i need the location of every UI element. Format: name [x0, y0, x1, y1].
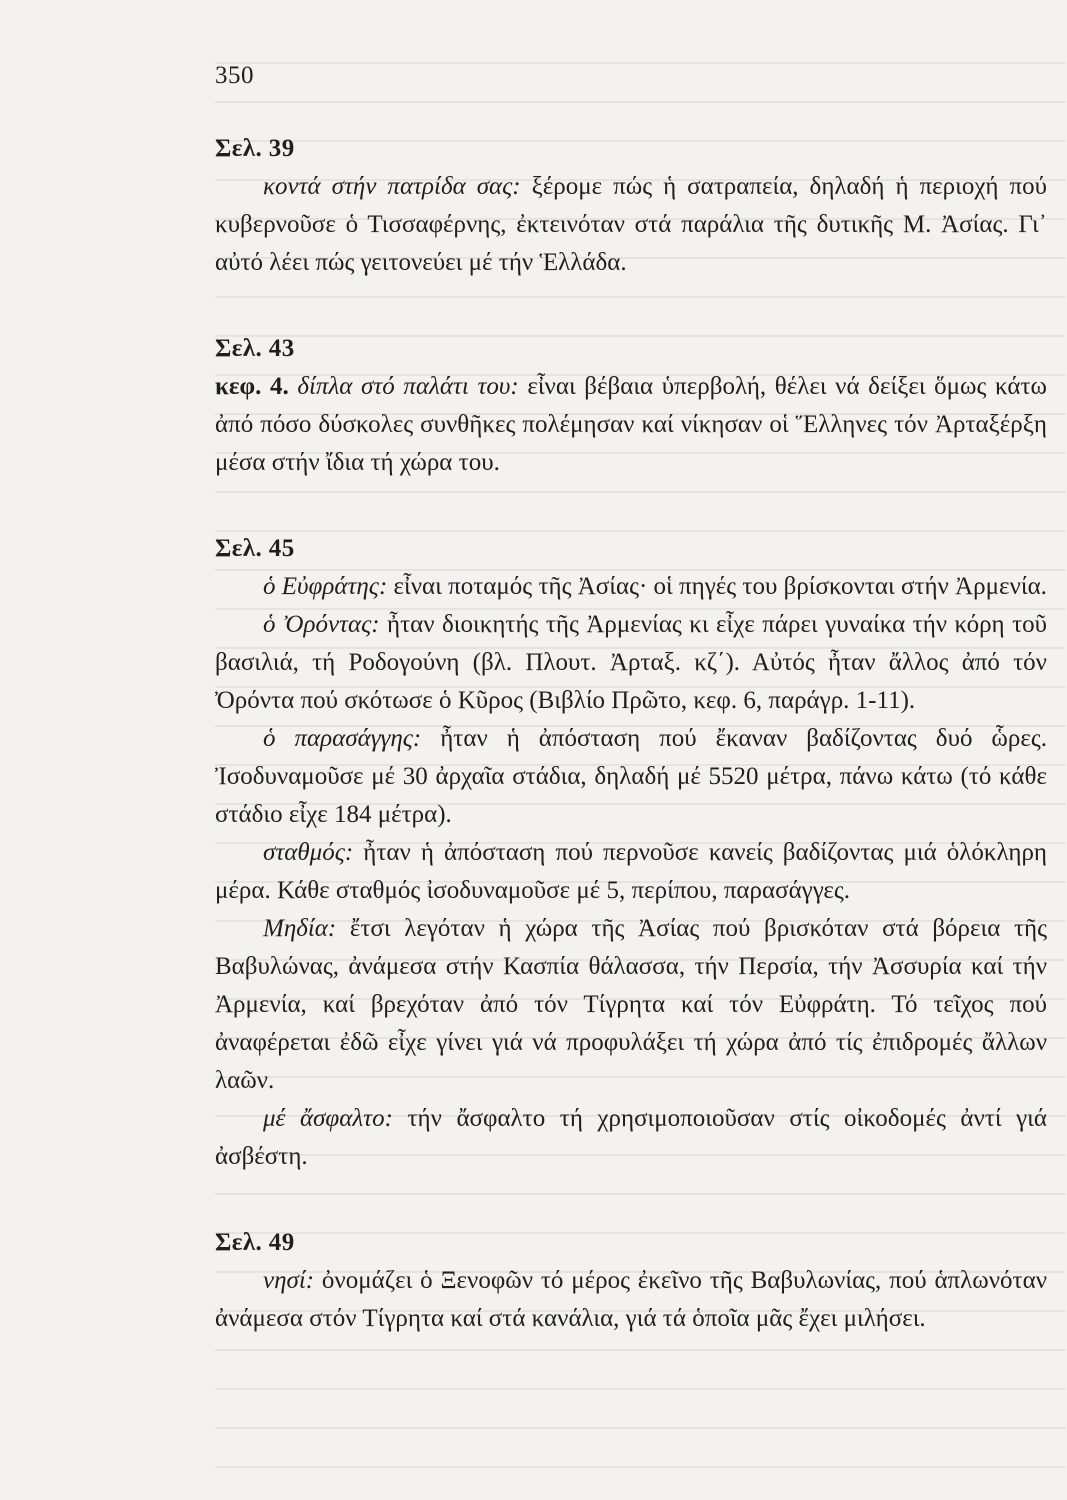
note-text: εἶναι ποταμός τῆς Ἀσίας· οἱ πηγές του βρίσκονται στήν Ἀρμενία.: [387, 573, 1047, 600]
note-text: ἦταν διοικητής τῆς Ἀρμενίας κι εἶχε πάρει γυναίκα τήν κόρη τοῦ βασιλιά, τή Ροδογούνη (βλ. Πλουτ. Ἀρταξ. κζ΄). Αὐτός ἦταν ἄλλος ἀπό τόν Ὀρόντα πού σκότωσε ὁ Κῦρος (Βιβλίο Πρῶτο, κεφ. 6, παράγρ. 1-11).: [215, 611, 1047, 714]
section-heading: Σελ. 49: [215, 1229, 295, 1256]
note-term: ὁ Ὀρόντας:: [263, 611, 380, 638]
note-term: νησί:: [263, 1267, 315, 1294]
section-heading: Σελ. 39: [215, 135, 295, 162]
note-paragraph: [215, 834, 1047, 910]
note-text: ἦταν ἡ ἀπόσταση πού ἔκαναν βαδίζοντας δυό ὧρες. Ἰσοδυναμοῦσε μέ 30 ἀρχαῖα στάδια, δηλαδή μέ 5520 μέτρα, πάνω κάτω (τό κάθε στάδιο εἶχε 184 μέτρα).: [215, 725, 1048, 828]
note-term: σταθμός:: [263, 839, 354, 866]
page-number: 350: [215, 62, 254, 89]
section-heading: Σελ. 43: [215, 335, 295, 362]
note-paragraph: [215, 1100, 1047, 1176]
note-paragraph: [215, 568, 1047, 606]
note-text: τήν ἄσφαλτο τή χρησιμοποιοῦσαν στίς οἰκοδομές ἀντί γιά ἀσβέστη.: [215, 1105, 1047, 1170]
note-paragraph: [215, 1262, 1047, 1338]
note-text: εἶναι βέβαια ὑπερβολή, θέλει νά δείξει ὅμως κάτω ἀπό πόσο δύσκολες συνθῆκες πολέμησαν καί νίκησαν οἱ Ἕλληνες τόν Ἀρταξέρξη μέσα στήν ἴδια τή χώρα του.: [215, 373, 1047, 476]
note-term: δίπλα στό παλάτι του:: [288, 373, 519, 400]
note-term: ὁ Εὐφράτης:: [263, 573, 388, 600]
note-term: μέ ἄσφαλτο:: [263, 1105, 393, 1132]
section-sel-49: [215, 1224, 1047, 1338]
note-term: Μηδία:: [263, 915, 337, 942]
notes-content: [215, 130, 1047, 1386]
note-term: ὁ παρασάγγης:: [263, 725, 422, 752]
note-paragraph: [215, 720, 1047, 834]
note-paragraph: [215, 168, 1047, 282]
note-paragraph: [215, 606, 1047, 720]
note-text: ὀνομάζει ὁ Ξενοφῶν τό μέρος ἐκεῖνο τῆς Βαβυλωνίας, πού ἁπλωνόταν ἀνάμεσα στόν Τίγρητα καί στά κανάλια, γιά τά ὁποῖα μᾶς ἔχει μιλήσει.: [215, 1267, 1047, 1332]
note-text: ξέρομε πώς ἡ σατραπεία, δηλαδή ἡ περιοχή πού κυβερνοῦσε ὁ Τισσαφέρνης, ἐκτεινόταν στά παράλια τῆς δυτικῆς Μ. Ἀσίας. Γι᾽ αὐτό λέει πώς γειτονεύει μέ τήν Ἑλλάδα.: [215, 173, 1047, 276]
section-sel-45: [215, 530, 1047, 1176]
note-text: ἔτσι λεγόταν ἡ χώρα τῆς Ἀσίας πού βρισκόταν στά βόρεια τῆς Βαβυλώνας, ἀνάμεσα στήν Κασπία θάλασσα, τήν Περσία, τήν Ἀσσυρία καί τήν Ἀρμενία, καί βρεχόταν ἀπό τόν Τίγρητα καί τόν Εὐφράτη. Τό τεῖχος πού ἀναφέρεται ἐδῶ εἶχε γίνει γιά νά προφυλάξει τή χώρα ἀπό τίς ἐπιδρομές ἄλλων λαῶν.: [215, 915, 1047, 1094]
section-sel-43: [215, 330, 1047, 482]
note-prefix: κεφ. 4.: [215, 373, 289, 400]
note-term: κοντά στήν πατρίδα σας:: [263, 173, 521, 200]
note-paragraph: [215, 910, 1047, 1100]
note-paragraph: [215, 368, 1047, 482]
note-text: ἦταν ἡ ἀπόσταση πού περνοῦσε κανείς βαδίζοντας μιά ὁλόκληρη μέρα. Κάθε σταθμός ἰσοδυναμοῦσε μέ 5, περίπου, παρασάγγες.: [215, 839, 1047, 904]
section-heading: Σελ. 45: [215, 535, 295, 562]
section-sel-39: [215, 130, 1047, 282]
